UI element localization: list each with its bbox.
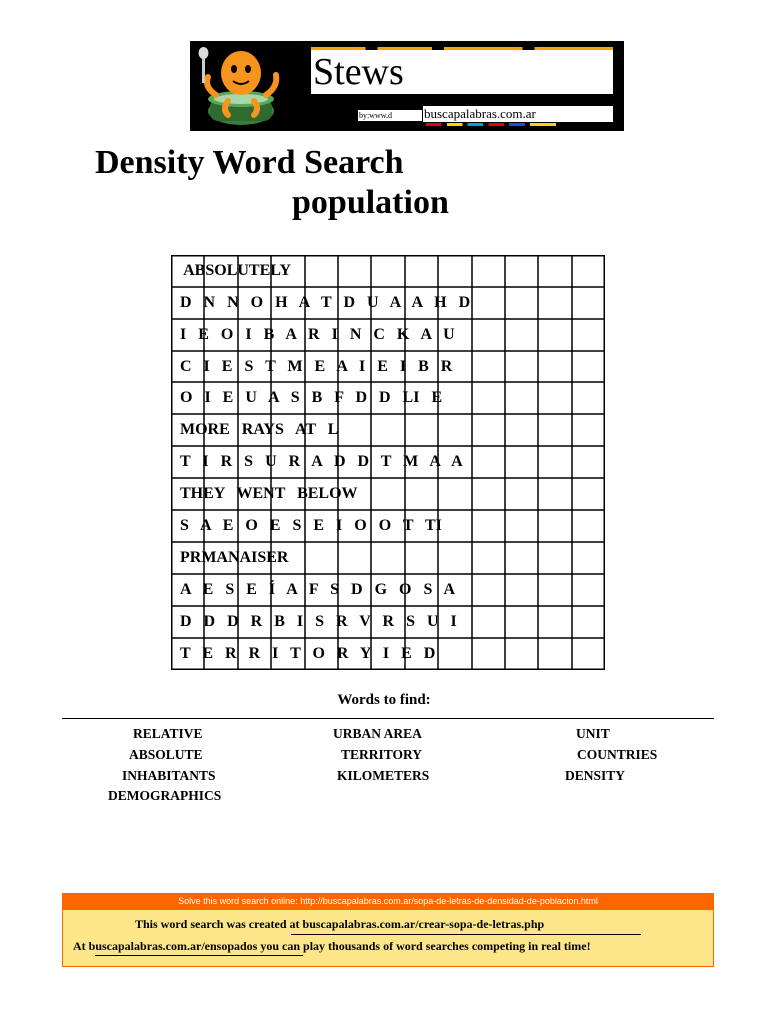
word-item: ABSOLUTE bbox=[129, 747, 203, 762]
footer-box bbox=[62, 910, 714, 967]
word-search-grid bbox=[171, 255, 605, 670]
word-item: INHABITANTS bbox=[122, 768, 216, 783]
grid-row: D N N O H A T D U A A H D bbox=[180, 294, 471, 311]
page-subtitle: population bbox=[292, 184, 449, 221]
footer-play-text[interactable]: At buscapalabras.com.ar/ensopados you can play thousands of word searches competing in real time! bbox=[73, 939, 591, 953]
grid-row: THEY WENT BELOW bbox=[180, 485, 358, 502]
footer-online-link[interactable]: Solve this word search online: http://buscapalabras.com.ar/sopa-de-letras-de-densidad-de-poblacion.html bbox=[62, 893, 714, 910]
grid-row: MORE RAYS AT L bbox=[180, 421, 339, 438]
footer-underline bbox=[95, 955, 303, 956]
banner-small-box bbox=[358, 110, 422, 121]
divider bbox=[62, 718, 714, 719]
header-banner bbox=[190, 41, 624, 131]
grid-row: I E O I B A R I N C K A U bbox=[180, 326, 455, 343]
word-item: RELATIVE bbox=[133, 726, 203, 741]
octopus-mascot-icon bbox=[198, 43, 284, 129]
grid-row: ABSOLUTELY bbox=[180, 262, 292, 279]
grid-row: O I E U A S B F D D LI E bbox=[180, 389, 443, 406]
footer-underline bbox=[291, 934, 641, 935]
word-item: KILOMETERS bbox=[337, 768, 430, 783]
word-item: URBAN AREA bbox=[333, 726, 422, 741]
grid-row: C I E S T M E A I E I B R bbox=[180, 358, 453, 375]
banner-title: Stews bbox=[313, 51, 404, 93]
grid-row: D D D R B I S R V R S U I bbox=[180, 613, 457, 630]
word-item: TERRITORY bbox=[341, 747, 423, 762]
grid-row: PRMANAISER bbox=[180, 549, 289, 566]
word-item: DENSITY bbox=[565, 768, 626, 783]
banner-title-box bbox=[311, 50, 613, 94]
word-item: UNIT bbox=[576, 726, 610, 741]
grid-row: T I R S U R A D D T M A A bbox=[180, 453, 463, 470]
banner-small-text: by:www.d bbox=[359, 111, 393, 120]
grid-row: T E R R I T O R Y I E D bbox=[180, 645, 436, 662]
page-title: Density Word Search bbox=[95, 144, 404, 181]
word-item: COUNTRIES bbox=[577, 747, 658, 762]
grid-row: S A E O E S E I O O T TI bbox=[180, 517, 442, 534]
banner-colorbar bbox=[426, 123, 556, 126]
banner-url[interactable]: buscapalabras.com.ar bbox=[424, 106, 536, 121]
footer-created-text[interactable]: This word search was created at buscapalabras.com.ar/crear-sopa-de-letras.php bbox=[135, 917, 545, 931]
word-item: DEMOGRAPHICS bbox=[108, 788, 222, 803]
grid-row: A E S E Í A F S D G O S A bbox=[180, 581, 456, 598]
words-to-find-title: Words to find: bbox=[337, 692, 431, 708]
banner-url-box[interactable] bbox=[423, 106, 613, 122]
